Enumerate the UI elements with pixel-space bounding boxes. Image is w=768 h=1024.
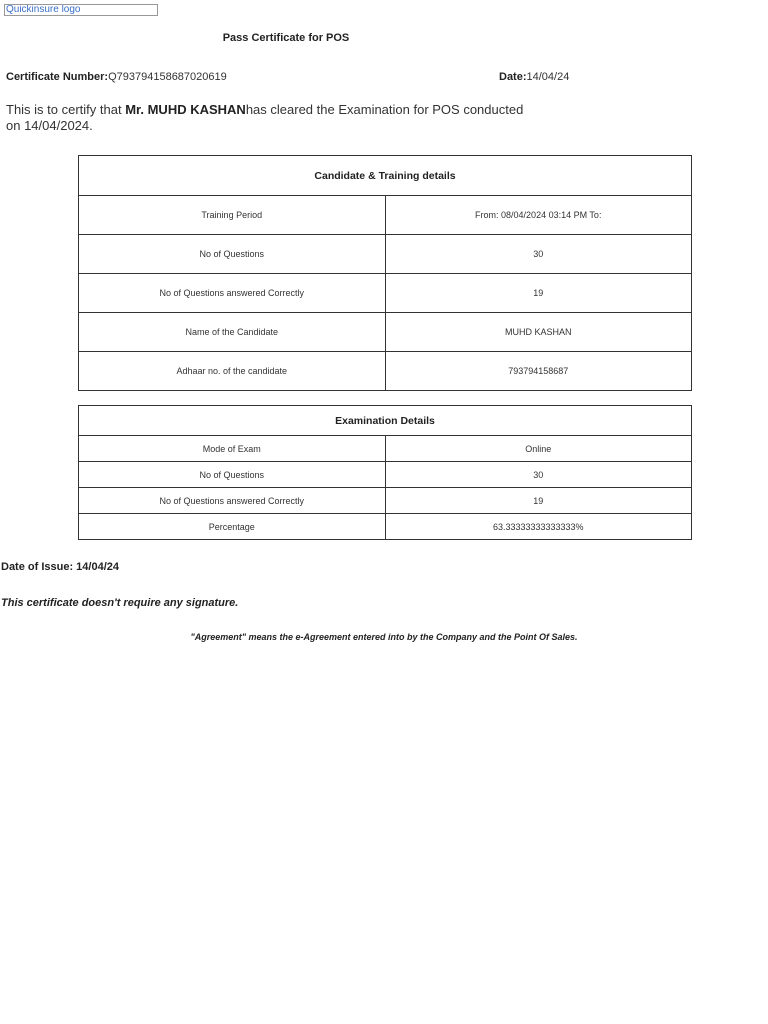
table-row bbox=[79, 313, 692, 352]
table-row bbox=[79, 488, 692, 514]
row-value: 63.33333333333333% bbox=[385, 514, 692, 540]
certificate-date bbox=[499, 71, 569, 83]
table-row bbox=[79, 514, 692, 540]
row-label: No of Questions bbox=[79, 235, 386, 274]
row-label: Name of the Candidate bbox=[79, 313, 386, 352]
date-of-issue: Date of Issue: 14/04/24 bbox=[1, 561, 120, 573]
certificate-number-label: Certificate Number: bbox=[6, 71, 109, 83]
row-value: From: 08/04/2024 03:14 PM To: bbox=[385, 196, 692, 235]
row-label: Adhaar no. of the candidate bbox=[79, 352, 386, 391]
table-row bbox=[79, 436, 692, 462]
certificate-number bbox=[6, 71, 227, 83]
page-title: Pass Certificate for POS bbox=[222, 32, 350, 44]
certify-prefix: This is to certify that bbox=[6, 102, 126, 117]
company-logo: Quickinsure logo bbox=[4, 4, 158, 16]
row-value: 30 bbox=[385, 462, 692, 488]
table-row bbox=[79, 274, 692, 313]
row-label: Mode of Exam bbox=[79, 436, 386, 462]
row-value: 19 bbox=[385, 274, 692, 313]
row-value: 19 bbox=[385, 488, 692, 514]
exam-table-heading: Examination Details bbox=[79, 406, 692, 436]
row-label: No of Questions bbox=[79, 462, 386, 488]
row-label: No of Questions answered Correctly bbox=[79, 488, 386, 514]
row-label: Training Period bbox=[79, 196, 386, 235]
table-row bbox=[79, 352, 692, 391]
row-label: No of Questions answered Correctly bbox=[79, 274, 386, 313]
table-row bbox=[79, 462, 692, 488]
candidate-name: Mr. MUHD KASHAN bbox=[125, 102, 246, 117]
table-row bbox=[79, 235, 692, 274]
agreement-note: "Agreement" means the e-Agreement entered into by the Company and the Point Of Sales. bbox=[190, 632, 578, 642]
examination-details-table bbox=[78, 405, 692, 540]
table-heading-row bbox=[79, 406, 692, 436]
certify-suffix: has cleared the Examination for POS conducted on 14/04/2024. bbox=[6, 102, 524, 133]
table-row bbox=[79, 196, 692, 235]
row-value: MUHD KASHAN bbox=[385, 313, 692, 352]
row-label: Percentage bbox=[79, 514, 386, 540]
candidate-table-heading: Candidate & Training details bbox=[79, 156, 692, 196]
certificate-number-value: Q793794158687020619 bbox=[108, 71, 227, 83]
row-value: 30 bbox=[385, 235, 692, 274]
row-value: 793794158687 bbox=[385, 352, 692, 391]
signature-note: This certificate doesn't require any signature. bbox=[1, 597, 239, 609]
table-heading-row bbox=[79, 156, 692, 196]
certification-statement bbox=[6, 102, 536, 134]
certificate-date-label: Date: bbox=[499, 71, 527, 83]
candidate-training-table bbox=[78, 155, 692, 391]
row-value: Online bbox=[385, 436, 692, 462]
certificate-date-value: 14/04/24 bbox=[526, 71, 570, 83]
